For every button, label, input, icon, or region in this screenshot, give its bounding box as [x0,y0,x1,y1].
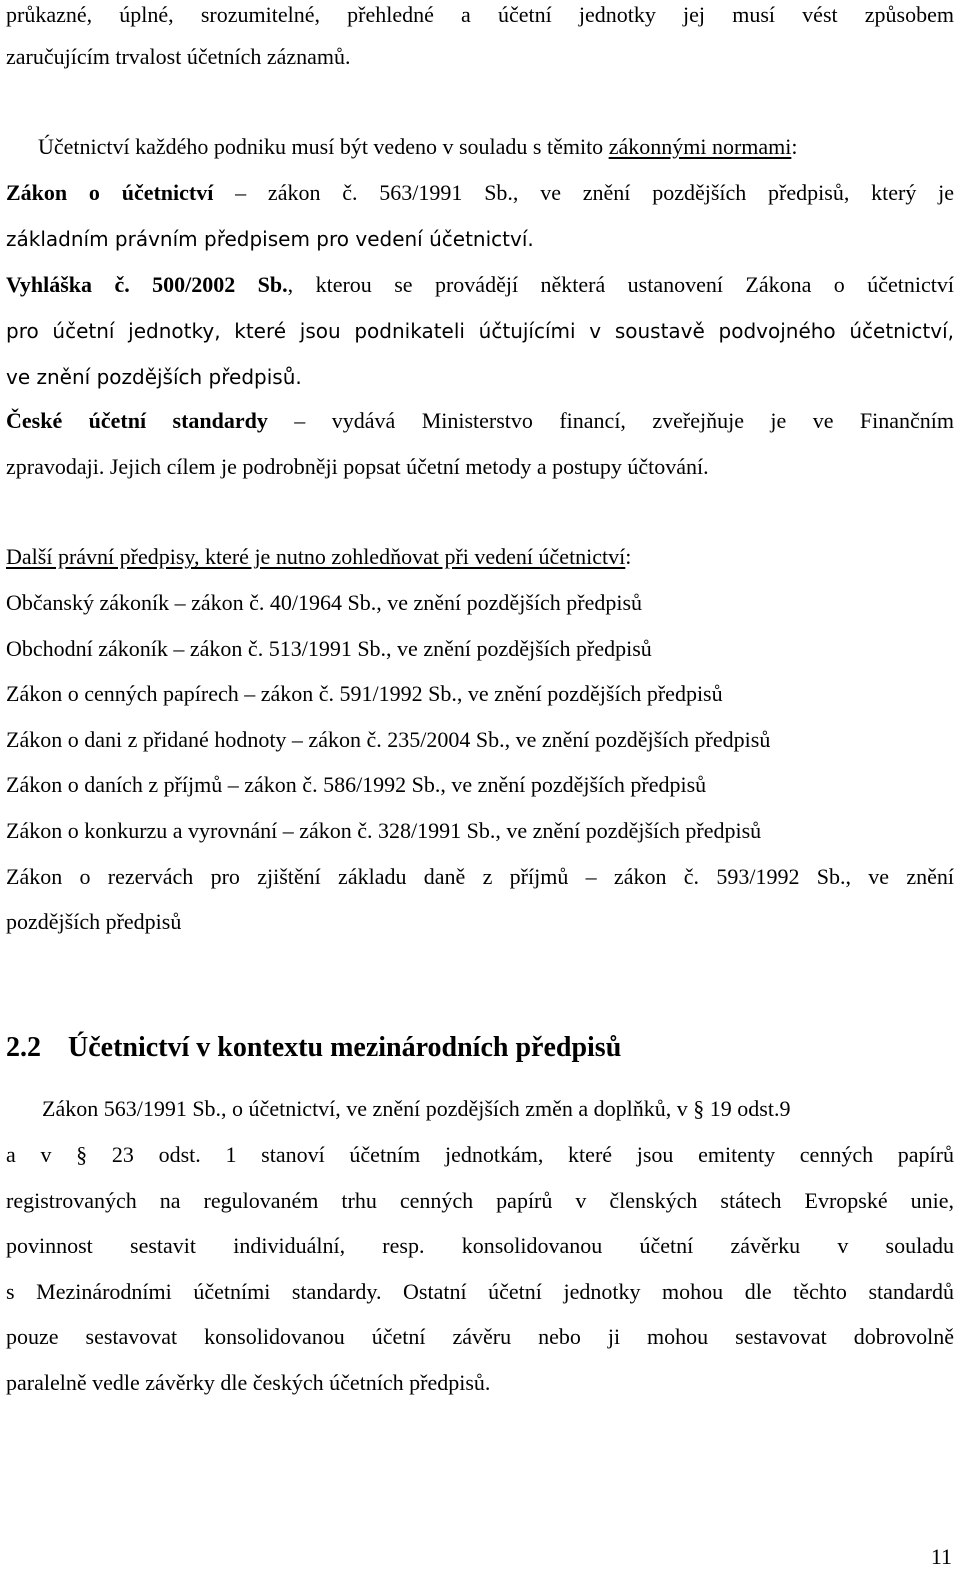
text: Zákon 563/1991 Sb., o účetnictví, ve znění pozdějších změn a doplňků, v § 19 odst.9 [42,1096,791,1121]
text: základním právním předpisem pro vedení účetnictví. [6,227,534,251]
body-line [42,1094,954,1124]
other-regulations-link: Další právní předpisy, které je nutno zohledňovat při vedení účetnictví [6,544,626,569]
text: Zákon o konkurzu a vyrovnání – zákon č. 328/1991 Sb., ve znění pozdějších předpisů [6,818,762,843]
decree-title: Vyhláška č. 500/2002 Sb. [6,272,288,297]
text: s Mezinárodními účetními standardy. Ostatní účetní jednotky mohou dle těchto standardů [6,1279,954,1304]
paragraph-line [6,0,954,30]
regulation-item [6,907,954,937]
text: pozdějších předpisů [6,909,182,934]
standards-line [6,406,954,436]
body-line [6,1277,954,1307]
text: pouze sestavovat konsolidovanou účetní závěru nebo ji mohou sestavovat dobrovolně [6,1324,954,1349]
text: a v § 23 odst. 1 stanoví účetním jednotkám, které jsou emitenty cenných papírů [6,1142,954,1167]
text: ve znění pozdějších předpisů. [6,365,302,389]
text: Obchodní zákoník – zákon č. 513/1991 Sb., ve znění pozdějších předpisů [6,636,652,661]
text: Občanský zákoník – zákon č. 40/1964 Sb., ve znění pozdějších předpisů [6,590,643,615]
decree-line [6,270,954,300]
text: Zákon o dani z přidané hodnoty – zákon č. 235/2004 Sb., ve znění pozdějších předpisů [6,727,771,752]
regulation-item [6,634,954,664]
other-regulations-title [6,542,954,572]
section-title: Účetnictví v kontextu mezinárodních předpisů [68,1032,622,1063]
text: povinnost sestavit individuální, resp. konsolidovanou účetní závěrku v souladu [6,1233,954,1258]
standards-title: České účetní standardy [6,408,268,433]
page-number: 11 [930,1544,952,1569]
law-accounting-line [6,178,954,208]
standards-line [6,452,954,482]
text: Zákon o rezervách pro zjištění základu daně z příjmů – zákon č. 593/1992 Sb., ve znění [6,864,954,889]
law-title: Zákon o účetnictví [6,180,214,205]
regulation-item [6,816,954,846]
law-accounting-line [6,224,954,254]
regulation-item [6,679,954,709]
decree-line [6,316,954,346]
section-heading [6,1028,954,1068]
body-line [6,1231,954,1261]
regulation-item [6,770,954,800]
legal-norms-link: zákonnými normami [608,134,792,159]
text: registrovaných na regulovaném trhu cenných papírů v členských státech Evropské unie, [6,1188,954,1213]
regulation-item [6,588,954,618]
text: Účetnictví každého podniku musí být vedeno v souladu s těmito [38,134,609,159]
section-number: 2.2 [6,1032,41,1063]
text: – zákon č. 563/1991 Sb., ve znění pozdějších předpisů, který je [213,180,954,205]
text: : [625,544,632,569]
regulation-item [6,725,954,755]
text: zpravodaji. Jejich cílem je podrobněji popsat účetní metody a postupy účtování. [6,454,709,479]
intro-line [38,132,954,162]
body-line [6,1368,954,1398]
text: průkazné, úplné, srozumitelné, přehledné a účetní jednotky jej musí vést způsobem [6,2,954,27]
paragraph-line [6,42,954,72]
text: Zákon o daních z příjmů – zákon č. 586/1992 Sb., ve znění pozdějších předpisů [6,772,707,797]
text: zaručujícím trvalost účetních záznamů. [6,44,351,69]
text: paralelně vedle závěrky dle českých účetních předpisů. [6,1370,491,1395]
text: : [791,134,798,159]
text: Zákon o cenných papírech – zákon č. 591/1992 Sb., ve znění pozdějších předpisů [6,681,723,706]
decree-line [6,362,954,392]
text: , kterou se provádějí některá ustanovení Zákona o účetnictví [287,272,954,297]
body-line [6,1186,954,1216]
text: – vydává Ministerstvo financí, zveřejňuje je ve Finančním [267,408,954,433]
body-line [6,1322,954,1352]
text: pro účetní jednotky, které jsou podnikateli účtujícími v soustavě podvojného účetnictví, [6,319,954,343]
regulation-item [6,862,954,892]
body-line [6,1140,954,1170]
